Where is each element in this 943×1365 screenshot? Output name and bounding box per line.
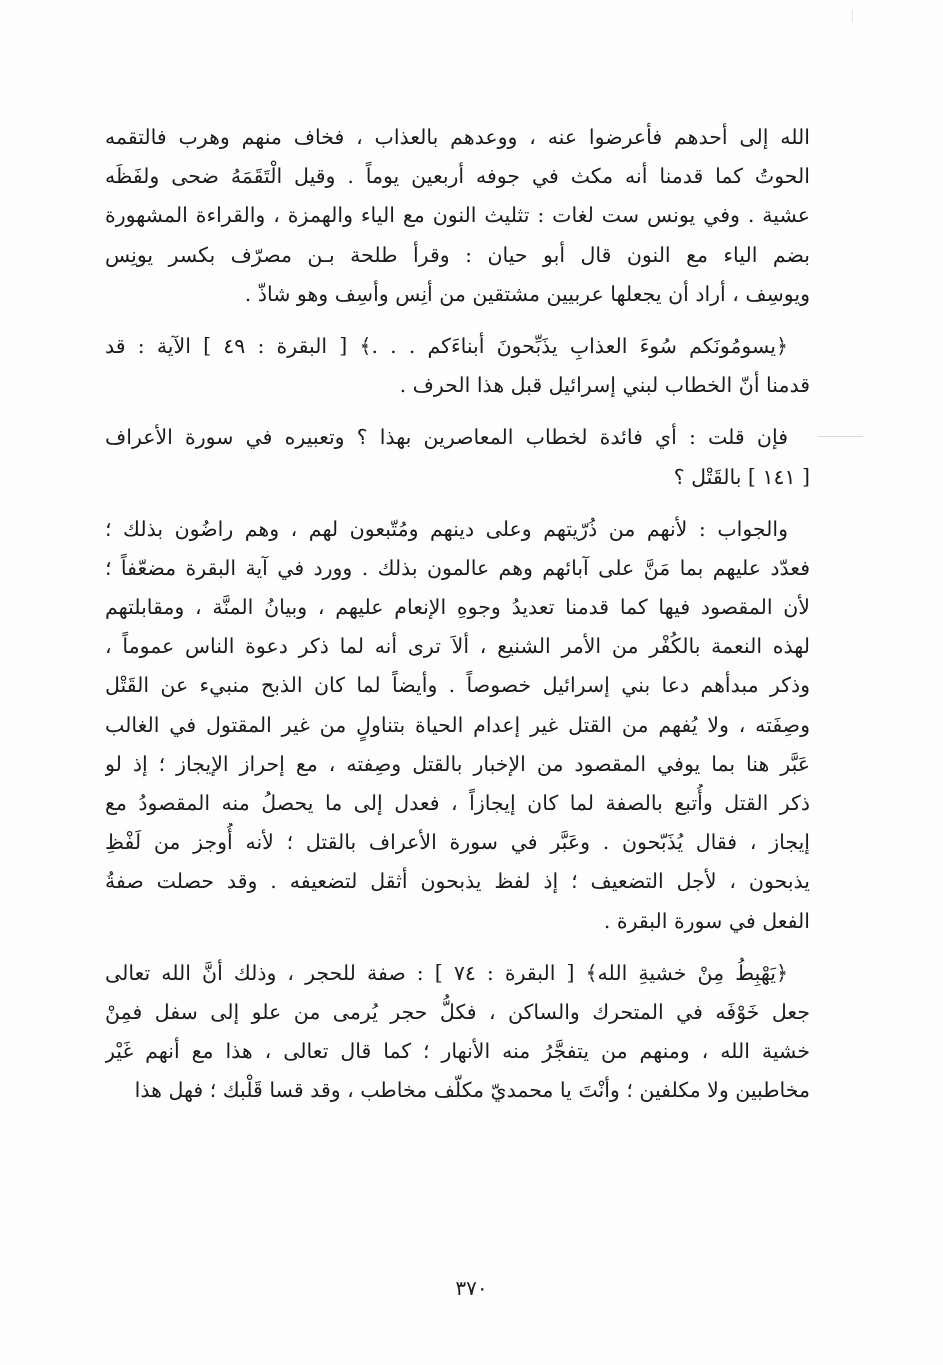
paragraph [105,510,810,941]
text-line: إيجاز ، فقال يُذَبّحون . وعَبَّر في سورة الأعراف بالقتل ؛ لأنه أُوجز من لَفْظِ [105,830,810,855]
text-line: ﴿يسومُونَكم سُوءَ العذابِ يذَبِّحونَ أبناءَكم . . .﴾ [ البقرة : ٤٩ ] الآية : قد [105,333,788,358]
text-line: بضم الياء مع النون قال أبو حيان : وقرأ طلحة بـن مصرّف بكسر يونِس [105,242,810,267]
paragraph [105,118,810,314]
text-line: [ ١٤١ ] بالقَتْل ؟ [673,464,810,489]
text-line: خشية الله ، ومنهم من يتفجَّرُ منه الأنهار ؛ كما قال تعالى ، هذا مع أنهم غَيْر [105,1039,810,1064]
text-line: مخاطبين ولا مكلفين ؛ وأنْتَ يا محمديّ مكلّف مخاطب ، وقد قسا قَلْبك ؛ فهل هذا [134,1078,810,1103]
text-line: الله إلى أحدهم فأعرضوا عنه ، ووعدهم بالعذاب ، فخاف منهم وهرب فالتقمه [105,125,810,149]
text-line: عشية . وفي يونس ست لغات : تثليث النون مع الياء والهمزة ، والقراءة المشهورة [105,203,810,228]
paragraph [105,327,810,405]
text-line: وصِفَته ، ولا يُفهم من القتل غير إعدام الحياة بتناولٍ من غير المقتول في الغالب [105,712,810,737]
text-line: ويوسِف ، أراد أن يجعلها عربيين مشتقين من أنِس وأسِف وهو شاذّ . [244,281,810,306]
text-line: جعل خَوْفَه في المتحرك والساكن ، فكلُّ حجر يُرمى من علو إلى سفل فمِنْ [105,999,810,1024]
text-line: فعدّد عليهم بما مَنَّ على آبائهم وهم عالمون بذلك . وورد في آية البقرة مضعّفاً ؛ [105,555,810,580]
text-line: ﴿يَهْبِطُ مِنْ خشيةِ الله﴾ [ البقرة : ٧٤ ] : صفة للحجر ، وذلك أنَّ الله تعالى [105,960,788,985]
text-line: لأن المقصود فيها كما قدمنا تعديدُ وجوهِ الإنعام عليهم ، وبيانُ المنَّة ، ومقابلتهم [105,595,810,620]
margin-line [818,436,863,437]
text-line: فإن قلت : أي فائدة لخطاب المعاصرين بهذا ؟ وتعبيره في سورة الأعراف [105,425,788,450]
text-line: وذكر مبدأهم دعا بني إسرائيل خصوصاً . وأيضاً لما كان الذبح منبيء عن القَتْل [105,673,810,698]
text-line: قدمنا أنّ الخطاب لبني إسرائيل قبل هذا الحرف . [399,373,810,398]
page-number: ٣٧٠ [455,1276,488,1300]
text-line: لهذه النعمة بالكُفْر من الأمر الشنيع ، ألاَ ترى أنه لما ذكر دعوة الناس عموماً ، [105,634,810,659]
text-line: عَبَّر هنا بما يوفي المقصود من الإخبار بالقتل وصِفته ، مع إحراز الإيجاز ؛ إذ لو [105,751,810,776]
paragraph [105,418,810,496]
text-line: ذكر القتل وأُتبع بالصفة لما كان إيجازاً ، فعدل إلى ما يحصلُ منه المقصودُ مع [105,791,810,815]
text-line: الحوتُ كما قدمنا أنه مكث في جوفه أربعين يوماً . وقيل الْتَقَمَهُ ضحى ولفَظَه [105,164,810,189]
text-line: الفعل في سورة البقرة . [603,908,810,933]
scan-mark [852,10,853,22]
body-text [105,118,810,1111]
text-line: يذبحون ، لأجل التضعيف ؛ إذ لفظ يذبحون أثقل لتضعيفه . وقد حصلت صفةُ [105,869,810,894]
paragraph [105,954,810,1111]
text-line: والجواب : لأنهم من ذُرّيتهم وعلى دينهم ومُتّبعون لهم ، وهم راضُون بذلك ؛ [105,516,788,541]
